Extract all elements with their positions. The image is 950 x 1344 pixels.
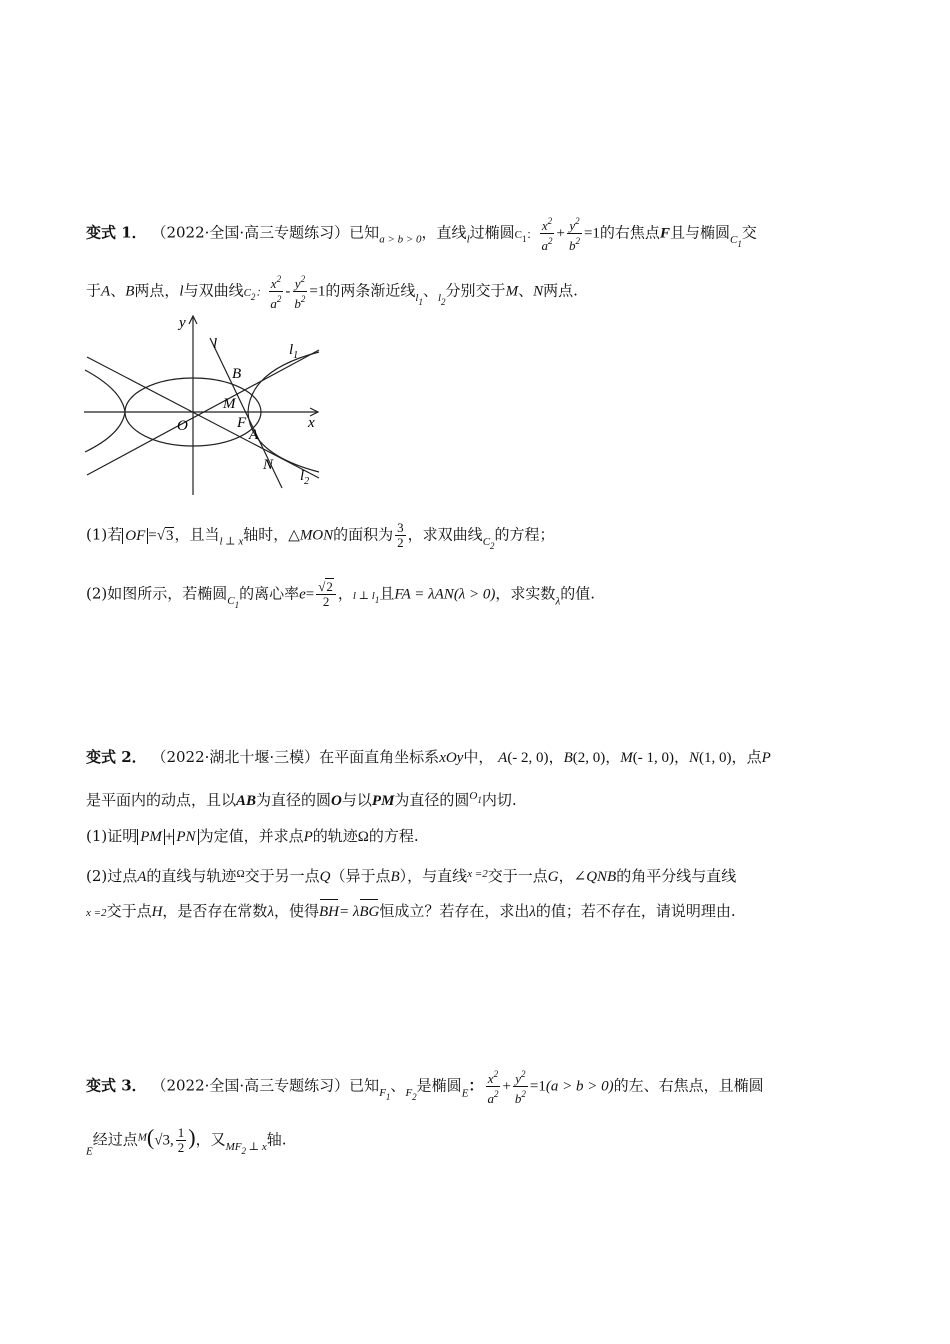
sub: 1 <box>521 233 527 244</box>
plus: + <box>556 225 565 242</box>
comma: ， <box>548 748 564 766</box>
math-abs-PM: PM <box>137 829 165 845</box>
math-N-coord: (1, 0) <box>699 750 732 766</box>
sq: 2 <box>493 1069 499 1079</box>
math-MON: MON <box>299 527 334 544</box>
text: 已知 <box>349 223 380 242</box>
text: 恒成立？若存在，求出 <box>379 902 530 920</box>
text: 的方程； <box>494 525 555 544</box>
math-l: l <box>179 283 184 300</box>
text: 是平面内的动点，且以 <box>86 791 237 809</box>
x: x <box>487 1071 494 1086</box>
problem2-source: （2022·湖北十堰·三模） <box>151 748 320 766</box>
math-A-coord: (- 2, 0) <box>507 750 549 766</box>
math-E: E <box>461 1087 469 1100</box>
den: 2 <box>177 1140 185 1155</box>
problem1-question1 <box>86 521 555 556</box>
mf: MF <box>225 1140 242 1153</box>
l: l <box>289 342 294 358</box>
paren-left: ( <box>146 1124 155 1150</box>
text: 的右焦点 <box>599 223 660 242</box>
text: (1)证明 <box>86 827 138 845</box>
sq: 2 <box>493 1089 499 1099</box>
text: 为定值，并求点 <box>198 827 304 845</box>
label-y: y <box>179 315 186 331</box>
label-N: N <box>263 457 274 473</box>
frac-x2-a2 <box>485 1067 500 1106</box>
sq: 2 <box>547 236 553 246</box>
text: 两点. <box>543 281 578 300</box>
math-l2 <box>437 291 446 307</box>
text: 分别交于 <box>445 281 506 300</box>
math-F1 <box>379 1086 391 1102</box>
math-M: M <box>137 1131 147 1144</box>
label-x: x <box>308 415 315 431</box>
sqrt-sign: √ <box>156 527 165 544</box>
a: a <box>487 1091 494 1106</box>
eq: = <box>305 586 315 603</box>
math-G: G <box>547 869 559 885</box>
plus: + <box>164 829 174 845</box>
sub: 1 <box>477 795 482 805</box>
o: O <box>469 790 478 802</box>
problem2-line2 <box>86 786 517 811</box>
text: 点 <box>746 748 762 766</box>
sqrt-sign: √ <box>318 579 326 594</box>
text: 交于另一点 <box>244 867 320 885</box>
text: ， <box>337 584 353 603</box>
math-M: M <box>505 283 519 300</box>
y: y <box>569 218 576 233</box>
math-omega: Ω <box>357 829 369 845</box>
text: 、 <box>518 281 534 300</box>
x: x <box>270 276 277 291</box>
l: l <box>300 468 305 484</box>
text: 与以 <box>341 791 372 809</box>
math-A: A <box>101 283 111 300</box>
colon: ： <box>255 286 267 299</box>
label-l1 <box>289 342 298 361</box>
text: 为直径的圆 <box>394 791 470 809</box>
sq: 2 <box>300 274 306 284</box>
plus: + <box>502 1078 511 1095</box>
math-AB: AB <box>236 793 257 809</box>
frac-1-2 <box>176 1126 187 1155</box>
math-N: N <box>689 750 700 766</box>
sub: 2 <box>490 540 495 551</box>
math-F: F <box>659 225 670 242</box>
math-lambda: λ <box>267 904 274 920</box>
radicand-3: 3 <box>165 527 174 544</box>
text: 两点， <box>134 281 180 300</box>
text: 交 <box>741 223 757 242</box>
sq: 2 <box>575 216 580 226</box>
b: b <box>514 1091 522 1106</box>
problem1-line2 <box>86 272 578 312</box>
problem3-label: 变式 3． <box>86 1076 147 1095</box>
label-l: l <box>213 336 218 352</box>
a: a <box>270 296 277 311</box>
x: x <box>541 218 548 233</box>
math-abs-OF: OF <box>122 528 148 544</box>
text: 的面积为 <box>333 525 394 544</box>
math-B-coord: (2, 0) <box>572 750 606 766</box>
radicand: 2 <box>326 579 333 594</box>
hyperbola-left-branch <box>85 370 125 452</box>
math-abs-PN: PN <box>173 829 198 845</box>
perp: l ⊥ l <box>352 589 375 602</box>
ellipse-hyperbola-figure <box>82 310 332 500</box>
text: 且与椭圆 <box>669 223 730 242</box>
math-e: e <box>299 586 306 603</box>
math-eq-lambda: = λ <box>338 904 360 920</box>
math-B: B <box>125 283 135 300</box>
y: y <box>515 1071 522 1086</box>
math-c1 <box>227 594 240 610</box>
text: 的直线与轨迹 <box>146 867 237 885</box>
problem1-question2 <box>86 580 595 615</box>
comma: ， <box>674 748 690 766</box>
text: 的值；若不存在，请说明理由. <box>535 902 736 920</box>
text: 为直径的圆 <box>256 791 332 809</box>
math-a-gt-b: a > b > 0 <box>379 233 422 246</box>
math-H: H <box>151 904 163 920</box>
problem1-source: （2022·全国·高三专题练习） <box>151 223 350 242</box>
math-Q: Q <box>319 869 331 885</box>
l: l <box>415 291 419 304</box>
math-x-eq-2: x =2 <box>86 907 107 919</box>
math-l-perp-x: l ⊥ x <box>219 535 244 548</box>
problem1-line1 <box>86 214 757 254</box>
sq: 2 <box>575 236 580 246</box>
math-vector-eq: FA = λAN <box>394 586 454 603</box>
text: ，直线 <box>421 223 467 242</box>
sub: 1 <box>374 594 380 605</box>
text: 的轨迹 <box>312 827 358 845</box>
math-P: P <box>303 829 313 845</box>
math-omega: Ω <box>236 868 245 880</box>
text: 是椭圆 <box>416 1076 462 1095</box>
text: 与双曲线 <box>183 281 244 300</box>
text: 的角平分线与直线 <box>616 867 737 885</box>
problem2-label: 变式 2． <box>86 748 147 766</box>
math-O1 <box>469 790 482 805</box>
math-B: B <box>390 869 400 885</box>
perp-x: ⊥ x <box>248 1140 267 1153</box>
math-F2 <box>405 1086 417 1102</box>
math-lambda: λ <box>555 595 561 608</box>
problem2-line1 <box>86 747 771 768</box>
colon: ： <box>526 228 538 241</box>
math-c2 <box>482 535 495 551</box>
text: 的值. <box>560 584 595 603</box>
problem3-line1 <box>86 1067 764 1107</box>
c: C <box>514 228 522 241</box>
math-lambda: λ <box>529 904 536 920</box>
b: b <box>568 238 576 253</box>
math-l: l <box>466 233 470 246</box>
frac-sqrt2-2 <box>316 580 336 609</box>
math-c1b <box>729 233 742 249</box>
sub: 2 <box>304 476 310 487</box>
frac-x2-a2 <box>268 272 283 311</box>
text: 、 <box>390 1076 406 1095</box>
text: 交于点 <box>106 902 152 920</box>
minus: - <box>285 283 291 300</box>
eq1: =1 <box>583 225 600 242</box>
sub: 1 <box>418 296 423 307</box>
sub: 2 <box>441 296 446 307</box>
sub: 1 <box>737 238 742 249</box>
y: y <box>294 276 301 291</box>
colon: ： <box>468 1076 484 1095</box>
text: ，且当 <box>174 525 220 544</box>
asymptote-l2 <box>87 357 319 478</box>
math-l-perp-l1 <box>352 589 380 605</box>
num: 3 <box>397 520 404 535</box>
label-B: B <box>232 366 242 382</box>
text: 的两条渐近线 <box>325 281 416 300</box>
label-F: F <box>237 415 247 431</box>
sq: 2 <box>276 274 282 284</box>
c: C <box>227 594 235 607</box>
sq: 2 <box>547 216 553 226</box>
label-A: A <box>249 427 259 443</box>
math-PM: PM <box>371 793 395 809</box>
problem2-question1 <box>86 826 419 847</box>
math-M: M <box>620 750 633 766</box>
text: ，∠ <box>558 867 587 885</box>
sub: 2 <box>250 291 256 302</box>
math-M-coord: (- 1, 0) <box>632 750 675 766</box>
text: 已知 <box>349 1076 380 1095</box>
f: F <box>379 1086 386 1099</box>
math-vector-BG: BG <box>359 904 380 920</box>
math-P: P <box>761 750 771 766</box>
b: b <box>294 296 301 311</box>
problem3-source: （2022·全国·高三专题练习） <box>151 1076 350 1095</box>
num: 1 <box>177 1125 185 1140</box>
text: ，是否存在常数 <box>162 902 268 920</box>
problem3-line2 <box>86 1126 286 1162</box>
text: ，求实数 <box>495 584 556 603</box>
sq: 2 <box>521 1089 526 1099</box>
text: 、 <box>110 281 126 300</box>
text: 且 <box>379 584 395 603</box>
eq1: =1 <box>309 283 326 300</box>
text: 轴时，△ <box>243 525 300 544</box>
frac-y2-b2 <box>292 272 307 311</box>
problem1-label: 变式 1． <box>86 223 147 242</box>
text: 于 <box>86 281 102 300</box>
text: ，使得 <box>273 902 319 920</box>
text: 过椭圆 <box>469 223 515 242</box>
frac-3-2 <box>395 521 406 550</box>
math-lambda-cond: (λ > 0) <box>453 586 496 603</box>
frac-y2-b2 <box>513 1067 528 1106</box>
text: 内切. <box>481 791 517 809</box>
text: 经过点 <box>92 1130 138 1149</box>
math-x-eq-2: x =2 <box>467 868 488 880</box>
math-A: A <box>498 750 508 766</box>
text: ），与直线 <box>399 867 468 885</box>
frac-x2-a2 <box>539 214 554 253</box>
text: (2)如图所示，若椭圆 <box>86 584 228 603</box>
frac-y2-b2 <box>567 214 582 253</box>
text: （异于点 <box>330 867 391 885</box>
a: a <box>541 238 548 253</box>
text: 在平面直角坐标系 <box>319 748 440 766</box>
math-E: E <box>86 1145 93 1158</box>
sub: 2 <box>241 1145 246 1156</box>
comma: ， <box>605 748 621 766</box>
math-condition: (a > b > 0) <box>545 1078 614 1095</box>
sub: 2 <box>412 1091 417 1102</box>
math-xOy: xOy <box>439 750 464 766</box>
text: 的离心率 <box>239 584 300 603</box>
text: ，又 <box>195 1130 226 1149</box>
text: 交于一点 <box>487 867 548 885</box>
math-sqrt3: √3, <box>154 1132 174 1149</box>
math-MF2 <box>225 1140 267 1156</box>
sq: 2 <box>521 1069 526 1079</box>
comma: ， <box>731 748 747 766</box>
c: C <box>482 535 491 548</box>
problem2-question2-line2 <box>86 901 736 923</box>
math-A: A <box>137 869 147 885</box>
text: 的左、右焦点，且椭圆 <box>613 1076 764 1095</box>
den: 2 <box>322 594 330 609</box>
sub: 1 <box>385 1091 391 1102</box>
math-c1 <box>514 228 538 244</box>
label-M: M <box>223 396 236 412</box>
text: ，求双曲线 <box>407 525 483 544</box>
f: F <box>405 1086 413 1099</box>
c: C <box>243 286 251 299</box>
den: 2 <box>397 535 404 550</box>
eq: = <box>148 527 157 544</box>
math-l1 <box>415 291 423 307</box>
text: 中， <box>463 748 494 766</box>
text: (1)若 <box>86 525 123 544</box>
text: 、 <box>422 281 438 300</box>
sq: 2 <box>276 294 282 304</box>
paren-right: ) <box>188 1124 196 1150</box>
sub: 1 <box>234 599 240 610</box>
math-vector-BH: BH <box>318 904 339 920</box>
label-O: O <box>177 418 188 434</box>
text: 轴. <box>266 1130 287 1149</box>
sub: 1 <box>293 350 299 361</box>
math-O: O <box>331 793 342 809</box>
math-N: N <box>533 283 544 300</box>
sq: 2 <box>300 294 306 304</box>
c: C <box>729 233 738 246</box>
math-QNB: QNB <box>586 869 617 885</box>
eq1: =1 <box>529 1078 546 1095</box>
math-B: B <box>563 750 573 766</box>
math-c2 <box>243 286 267 302</box>
text: (2)过点 <box>86 867 138 885</box>
l: l <box>437 291 442 304</box>
problem2-question2-line1 <box>86 864 736 887</box>
text: 的方程. <box>368 827 419 845</box>
